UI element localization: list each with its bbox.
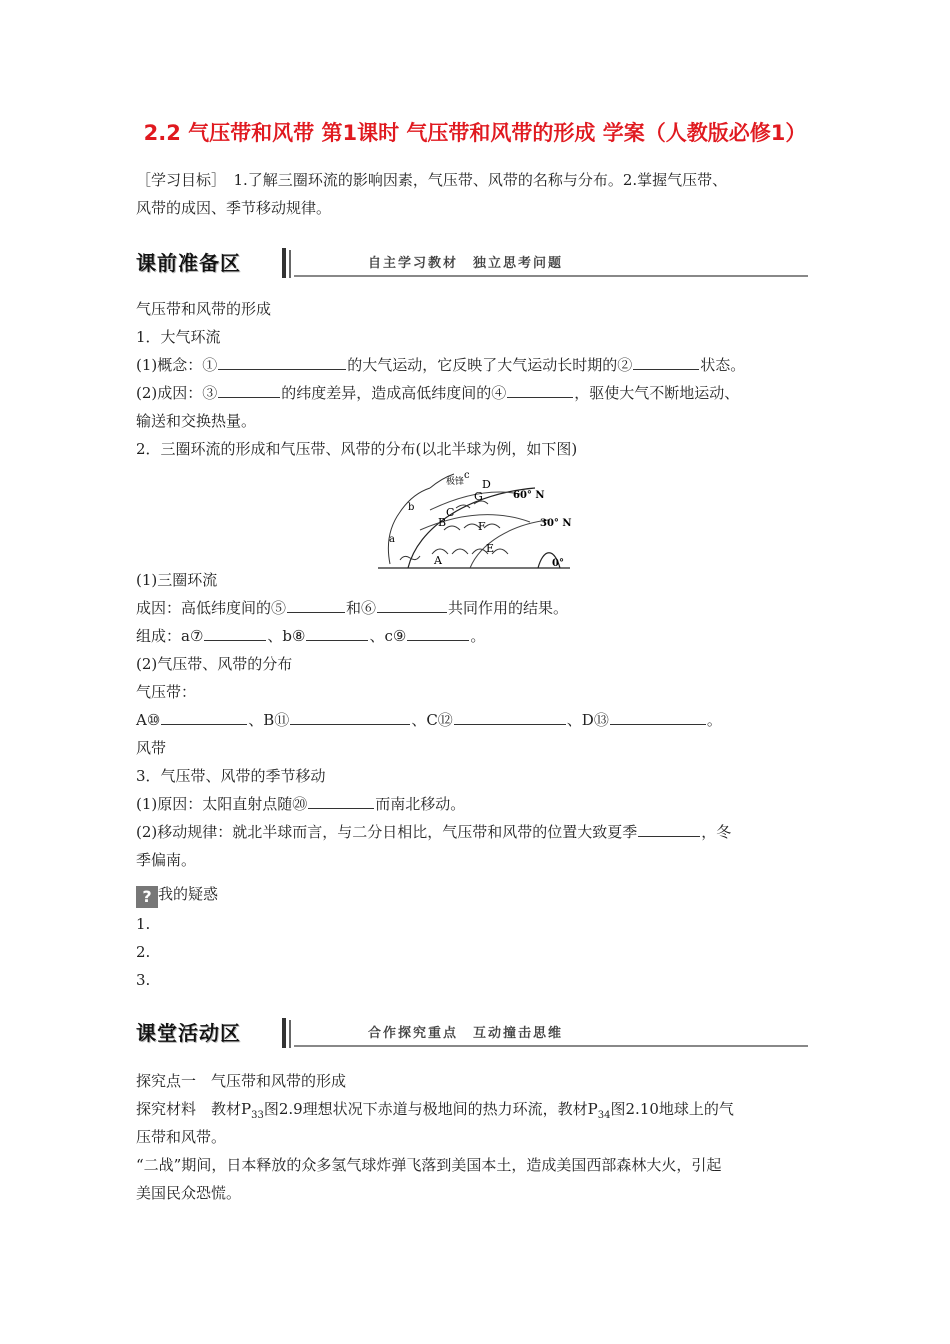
fill-blank-20[interactable] (308, 790, 374, 809)
text-segment: 而南北移动。 (375, 795, 466, 813)
wind-label: 风带 (136, 739, 167, 757)
text-segment: 的大气运动，它反映了大气运动长时期的② (347, 356, 633, 374)
cell-arrows (456, 501, 488, 508)
page-ref: 34 (597, 1110, 611, 1121)
pressure-label: 气压带： (136, 683, 197, 701)
text-segment: 组成：a⑦ (136, 627, 204, 645)
three-cell-circulation-diagram (370, 464, 590, 572)
label-b-pressure: B (438, 516, 447, 529)
concept-line (136, 351, 816, 379)
shift-rule-cont: 季偏南。 (136, 851, 197, 869)
text-segment: 成因：高低纬度间的⑤ (136, 599, 287, 617)
label-d-pressure: D (482, 478, 491, 491)
question-icon: ? (136, 886, 158, 908)
fill-blank-8[interactable] (306, 622, 368, 641)
fill-blank-4[interactable] (507, 379, 573, 398)
label-a-pressure: A (434, 554, 442, 567)
doubt-item-3: 3. (136, 971, 151, 989)
explore-heading: 探究点一 气压带和风带的形成 (136, 1072, 347, 1090)
cell-arrows (444, 524, 500, 530)
fill-blank-2[interactable] (633, 351, 699, 370)
banner-title: 课堂活动区 (136, 1021, 241, 1045)
fill-blank-5[interactable] (287, 594, 345, 613)
cell-boundary (420, 515, 530, 530)
heat-source-icon (400, 556, 420, 560)
text-segment: 、C⑫ (411, 711, 453, 729)
doubt-item-1: 1. (136, 915, 151, 933)
sub-heading: (2)气压带、风带的分布 (136, 655, 293, 673)
text-segment: (1)原因：太阳直射点随⑳ (136, 795, 308, 813)
text-segment: (1)概念：① (136, 356, 218, 374)
objectives-line-2: 风带的成因、季节移动规律。 (136, 199, 332, 217)
fill-blank-13[interactable] (610, 706, 706, 725)
fill-blank-9[interactable] (407, 622, 469, 641)
text-segment: 图2.9理想状况下赤道与极地间的热力环流，教材P (263, 1100, 598, 1118)
fill-blank-summer[interactable] (638, 818, 700, 837)
text-segment: 状态。 (700, 356, 746, 374)
label-polar-front: 极锋 (446, 477, 465, 487)
section-heading: 气压带和风带的形成 (136, 300, 272, 318)
text-segment: A⑩ (136, 711, 161, 729)
text-segment: 共同作用的结果。 (448, 599, 569, 617)
fill-blank-6[interactable] (377, 594, 447, 613)
text-segment: 的纬度差异，造成高低纬度间的④ (281, 384, 507, 402)
text-segment: 和⑥ (346, 599, 377, 617)
fill-blank-10[interactable] (161, 706, 247, 725)
banner-rule (294, 275, 808, 277)
circulation-arrow (388, 488, 430, 564)
item-heading: 2．三圈环流的形成和气压带、风带的分布(以北半球为例，如下图) (136, 440, 578, 458)
label-f-wind: F (478, 520, 486, 533)
fill-blank-11[interactable] (290, 706, 410, 725)
text-segment: (2)成因：③ (136, 384, 218, 402)
banner-divider (282, 248, 286, 278)
text-segment: 、c⑨ (369, 627, 407, 645)
pressure-belts-line (136, 706, 816, 734)
shift-cause-line (136, 790, 816, 818)
fill-blank-3[interactable] (218, 379, 280, 398)
text-segment: 图2.10地球上的气 (610, 1100, 734, 1118)
story-line-1: “二战”期间，日本释放的众多氢气球炸弹飞落到美国本土，造成美国西部森林大火，引起 (136, 1156, 722, 1174)
text-segment: 、B⑪ (248, 711, 290, 729)
cause-line (136, 379, 816, 407)
fill-blank-12[interactable] (454, 706, 566, 725)
text-segment: 探究材料 教材P (136, 1100, 252, 1118)
text-segment: (2)移动规律：就北半球而言，与二分日相比，气压带和风带的位置大致夏季 (136, 823, 638, 841)
label-30n: 30° N (540, 518, 572, 529)
text-segment: 。 (470, 627, 486, 645)
label-c-pressure: C (446, 506, 455, 519)
label-equator: 0° (552, 558, 564, 569)
text-segment: 、b⑧ (267, 627, 306, 645)
label-cell-b: b (408, 502, 415, 513)
text-segment: 。 (706, 711, 722, 729)
page-ref: 33 (251, 1110, 264, 1121)
composition-line (136, 622, 816, 650)
doubts-heading (136, 880, 816, 908)
label-g-wind: G (474, 490, 483, 503)
banner-divider (289, 1020, 291, 1048)
shift-rule-line (136, 818, 816, 846)
material-line-cont: 压带和风带。 (136, 1128, 227, 1146)
text-segment: ，冬 (701, 823, 732, 841)
label-cell-a: a (389, 534, 395, 545)
banner-title: 课前准备区 (136, 251, 241, 275)
cell-arrows (432, 549, 508, 554)
text-segment: 、D⑬ (566, 711, 609, 729)
doubt-item-2: 2. (136, 943, 151, 961)
doubts-label: 我的疑惑 (158, 885, 219, 903)
section-banner-preclass (136, 248, 808, 282)
circulation-cause-line (136, 594, 816, 622)
banner-divider (282, 1018, 286, 1048)
section-banner-inclass (136, 1018, 808, 1052)
text-segment: ，驱使大气不断地运动、 (574, 384, 740, 402)
page-title: 2.2 气压带和风带 第1课时 气压带和风带的形成 学案（人教版必修1） (143, 121, 807, 145)
label-60n: 60° N (513, 490, 545, 501)
fill-blank-7[interactable] (204, 622, 266, 641)
banner-subtitle: 自主学习教材 独立思考问题 (368, 256, 564, 271)
label-e-wind: E (486, 542, 495, 555)
label-cell-c: c (464, 470, 470, 481)
cause-line-cont: 输送和交换热量。 (136, 412, 257, 430)
banner-subtitle: 合作探究重点 互动撞击思维 (368, 1026, 564, 1041)
item-heading: 3．气压带、风带的季节移动 (136, 767, 326, 785)
story-line-2: 美国民众恐慌。 (136, 1184, 242, 1202)
banner-divider (289, 250, 291, 278)
objectives-line-1: ［学习目标］ 1.了解三圈环流的影响因素，气压带、风带的名称与分布。2.掌握气压带、 (136, 171, 728, 189)
fill-blank-1[interactable] (218, 351, 346, 370)
sub-heading: (1)三圈环流 (136, 571, 218, 589)
item-heading: 1．大气环流 (136, 328, 221, 346)
banner-rule (294, 1045, 808, 1047)
